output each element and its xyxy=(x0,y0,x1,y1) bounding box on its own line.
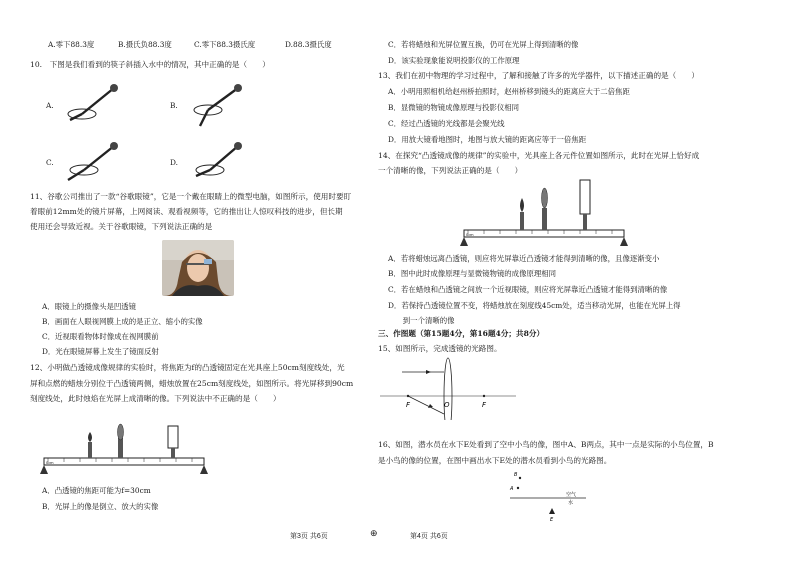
q11-option-d: D．光在眼镜屏幕上发生了镜面反射 xyxy=(42,347,159,356)
lens-ray-diagram xyxy=(378,352,518,420)
q13-stem: 13、我们在初中物理的学习过程中，了解和接触了许多的光学器件，以下描述正确的是（ ） xyxy=(378,71,700,80)
q14-line-1: 14、在探究“凸透镜成像的规律”的实验中，光具座上各元件位置如图所示，此时在光屏上恰好成 xyxy=(378,151,700,160)
q15-stem: 15、如图所示，完成透镜的光路图。 xyxy=(378,344,502,353)
q14-option-d-cont: 到一个清晰的像 xyxy=(388,316,455,325)
q11-line-3: 使用还会导致近视。关于谷歌眼镜，下列说法正确的是 xyxy=(30,222,213,231)
q12-option-a: A．凸透镜的焦距可能为f=30cm xyxy=(42,486,151,495)
optical-bench-q14 xyxy=(458,178,638,248)
chopstick-figure-d xyxy=(186,140,246,184)
bench-scale-label: 0cm xyxy=(46,461,54,465)
chopstick-figure-b xyxy=(186,82,246,128)
q10-label-b: B. xyxy=(170,101,178,110)
q14-line-2: 一个清晰的像，下列说法正确的是（ ） xyxy=(378,166,523,175)
optical-center-label: O xyxy=(444,401,450,409)
q13-option-d: D．用放大镜看地图时，地图与放大镜的距离应等于一倍焦距 xyxy=(388,135,587,144)
google-glass-photo xyxy=(162,240,234,296)
page-footer-left: 第3页 共6页 xyxy=(290,533,328,540)
q9-option-a: A.零下88.3度 xyxy=(48,40,95,49)
q11-option-b: B．画面在人眼视网膜上成的是正立、缩小的实像 xyxy=(42,317,203,326)
air-label: 空气 xyxy=(566,492,577,498)
q12-option-c: C．若将蜡烛和光屏位置互换，仍可在光屏上得到清晰的像 xyxy=(388,40,579,49)
q12-option-d: D．该实验现象能说明投影仪的工作原理 xyxy=(388,56,520,65)
q12-option-b: B．光屏上的像是倒立、放大的实像 xyxy=(42,502,159,511)
q10-label-d: D. xyxy=(170,158,179,167)
q10-label-c: C. xyxy=(46,158,54,167)
q9-option-b: B.摄氏负88.3度 xyxy=(118,40,172,49)
focal-point-right: F xyxy=(482,401,487,409)
q12-line-1: 12、小明做凸透镜成像规律的实验时，将焦距为f的凸透镜固定在光具座上50cm刻度线处，光 xyxy=(30,363,345,372)
q14-option-b: B．图中此时成像原理与显微镜物镜的成像原理相同 xyxy=(388,269,557,278)
right-column xyxy=(378,0,768,562)
q14-option-c: C．若在蜡烛和凸透镜之间放一个近视眼镜，则应将光屏靠近凸透镜才能得到清晰的像 xyxy=(388,285,668,294)
q12-line-3: 刻度线处，此时烛焰在光屏上成清晰的像。下列说法中不正确的是（ ） xyxy=(30,394,281,403)
point-b-label: B xyxy=(514,472,518,478)
q10-stem: 10. 下图是我们看到的筷子斜插入水中的情况，其中正确的是（ ） xyxy=(30,60,270,69)
q12-line-2: 屏和点燃的蜡烛分别位于凸透镜两侧，蜡烛放置在25cm刻度线处，如图所示。将光屏移到90cm xyxy=(30,379,354,388)
q13-option-c: C．经过凸透镜的光线都是会聚光线 xyxy=(388,119,505,128)
point-e-label: E xyxy=(550,517,554,523)
q9-option-c: C.零下88.3摄氏度 xyxy=(194,40,256,49)
chopstick-figure-a xyxy=(62,82,122,128)
focal-point-left: F xyxy=(406,401,411,409)
binding-mark-icon: ⊕ xyxy=(370,528,378,538)
q11-option-a: A．眼镜上的摄像头是凹透镜 xyxy=(42,302,137,311)
point-a-label: A xyxy=(510,486,514,492)
bench-scale-label-2: 0cm xyxy=(466,233,474,237)
q9-option-d: D.88.3摄氏度 xyxy=(285,40,332,49)
q10-label-a: A. xyxy=(46,101,54,110)
diver-bird-diagram xyxy=(508,468,588,524)
section-3-heading: 三、作图题（第15题4分，第16题4分；共8分） xyxy=(378,329,545,338)
q11-option-c: C．近视眼看物体时像成在视网膜前 xyxy=(42,332,159,341)
q14-option-d: D．若保持凸透镜位置不变，将蜡烛放在刻度线45cm处，适当移动光屏，也能在光屏上得 xyxy=(388,301,681,310)
q11-line-2: 着眼前12mm处的镜片屏幕，上网阅读、观看视频等，它的推出让人惊叹科技的进步，但长期 xyxy=(30,207,343,216)
q13-option-a: A．小明用照相机给赵州桥拍照时，赵州桥移到镜头的距离应大于二倍焦距 xyxy=(388,87,630,96)
q11-line-1: 11、谷歌公司推出了一款“谷歌眼镜”，它是一个戴在眼睛上的微型电脑，如图所示，使用时要盯 xyxy=(30,192,352,201)
optical-bench-q12 xyxy=(40,420,220,480)
q14-option-a: A．若将蜡烛远离凸透镜，则应将光屏靠近凸透镜才能得到清晰的像，且像逐渐变小 xyxy=(388,254,660,263)
chopstick-figure-c xyxy=(62,140,122,184)
q16-line-2: 是小鸟的像的位置，在图中画出水下E处的潜水员看到小鸟的光路图。 xyxy=(378,456,612,465)
q16-line-1: 16、如图，潜水员在水下E处看到了空中小鸟的像，图中A、B两点，其中一点是实际的小鸟位置，B xyxy=(378,440,714,449)
left-column xyxy=(30,0,400,562)
page-footer-right: 第4页 共6页 xyxy=(410,533,448,540)
q13-option-b: B．显微镜的物镜成像原理与投影仪相同 xyxy=(388,103,520,112)
water-label: 水 xyxy=(568,500,574,506)
